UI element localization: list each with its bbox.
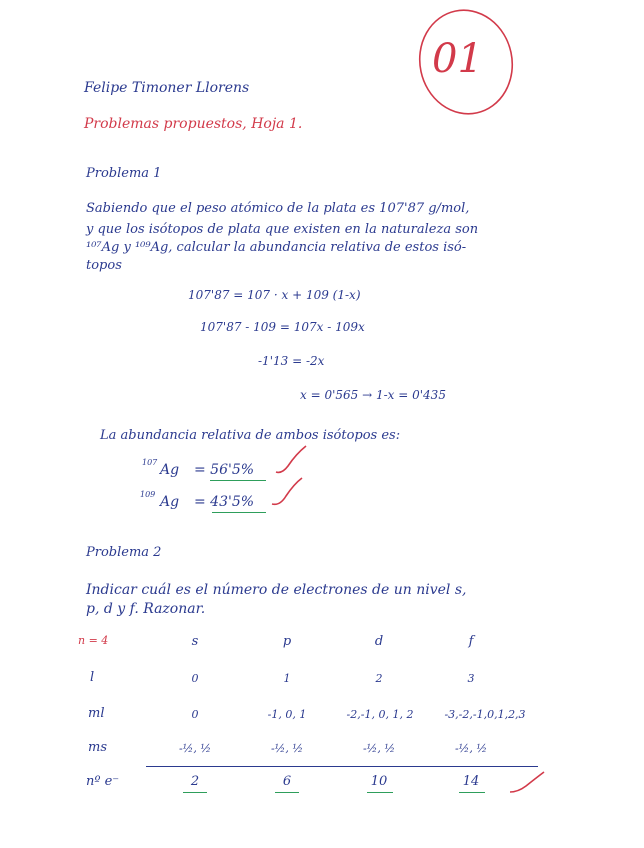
equation-line: 107'87 - 109 = 107x - 109x — [200, 320, 365, 334]
equation-line: x = 0'565 → 1-x = 0'435 — [300, 388, 446, 402]
table-cell: 0 — [191, 672, 199, 685]
table-cell: -½, ½ — [362, 742, 396, 755]
table-cell: -3,-2,-1,0,1,2,3 — [444, 708, 526, 721]
table-cell: 2 — [190, 774, 200, 789]
isotope-symbol: Ag — [160, 494, 180, 510]
table-header-s: s — [191, 634, 199, 649]
table-cell: -½, ½ — [178, 742, 212, 755]
table-row-label: ms — [88, 740, 107, 755]
green-underline — [459, 792, 485, 793]
table-header-d: d — [374, 634, 384, 649]
table-cell: -2,-1, 0, 1, 2 — [346, 708, 414, 721]
table-cell: 6 — [282, 774, 292, 789]
student-name: Felipe Timoner Llorens — [84, 80, 250, 96]
problem2-title: Problema 2 — [86, 545, 162, 560]
table-cell: 1 — [283, 672, 291, 685]
table-cell: 2 — [375, 672, 383, 685]
margin-note: n = 4 — [78, 634, 109, 647]
isotope-abundance: = 56'5% — [194, 462, 255, 478]
green-underline — [367, 792, 393, 793]
table-header-f: f — [468, 634, 474, 649]
table-cell: -1, 0, 1 — [267, 708, 307, 721]
table-cell: 10 — [370, 774, 388, 789]
table-cell: 14 — [462, 774, 480, 789]
sheet-subtitle: Problemas propuestos, Hoja 1. — [84, 116, 303, 132]
table-divider — [146, 766, 538, 767]
problem2-statement-line: p, d y f. Razonar. — [86, 601, 206, 617]
table-row-label: nº e⁻ — [86, 774, 120, 789]
table-row-label: l — [90, 670, 95, 685]
isotope-abundance: = 43'5% — [194, 494, 255, 510]
problem1-statement-line: y que los isótopos de plata que existen en la naturaleza son — [86, 222, 479, 237]
green-underline — [183, 792, 207, 793]
table-row-label: ml — [88, 706, 105, 721]
problem1-conclusion: La abundancia relativa de ambos isótopos es: — [100, 428, 401, 443]
equation-line: 107'87 = 107 · x + 109 (1-x) — [188, 288, 361, 302]
problem1-statement-line: ¹⁰⁷Ag y ¹⁰⁹Ag, calcular la abundancia relativa de estos isó- — [86, 240, 467, 255]
isotope-mass-number: 109 — [140, 490, 156, 499]
grade-mark: 01 — [432, 36, 483, 82]
table-cell: -½, ½ — [454, 742, 488, 755]
isotope-symbol: Ag — [160, 462, 180, 478]
table-cell: 3 — [467, 672, 475, 685]
isotope-mass-number: 107 — [142, 458, 158, 467]
table-cell: 0 — [191, 708, 199, 721]
equation-line: -1'13 = -2x — [258, 354, 325, 368]
green-underline — [275, 792, 299, 793]
problem1-statement-line: Sabiendo que el peso atómico de la plata es 107'87 g/mol, — [86, 201, 470, 216]
problem1-title: Problema 1 — [86, 166, 162, 181]
table-cell: -½, ½ — [270, 742, 304, 755]
problem2-statement-line: Indicar cuál es el número de electrones de un nivel s, — [86, 582, 467, 598]
problem1-statement-line: topos — [86, 258, 122, 273]
table-header-p: p — [282, 634, 292, 649]
